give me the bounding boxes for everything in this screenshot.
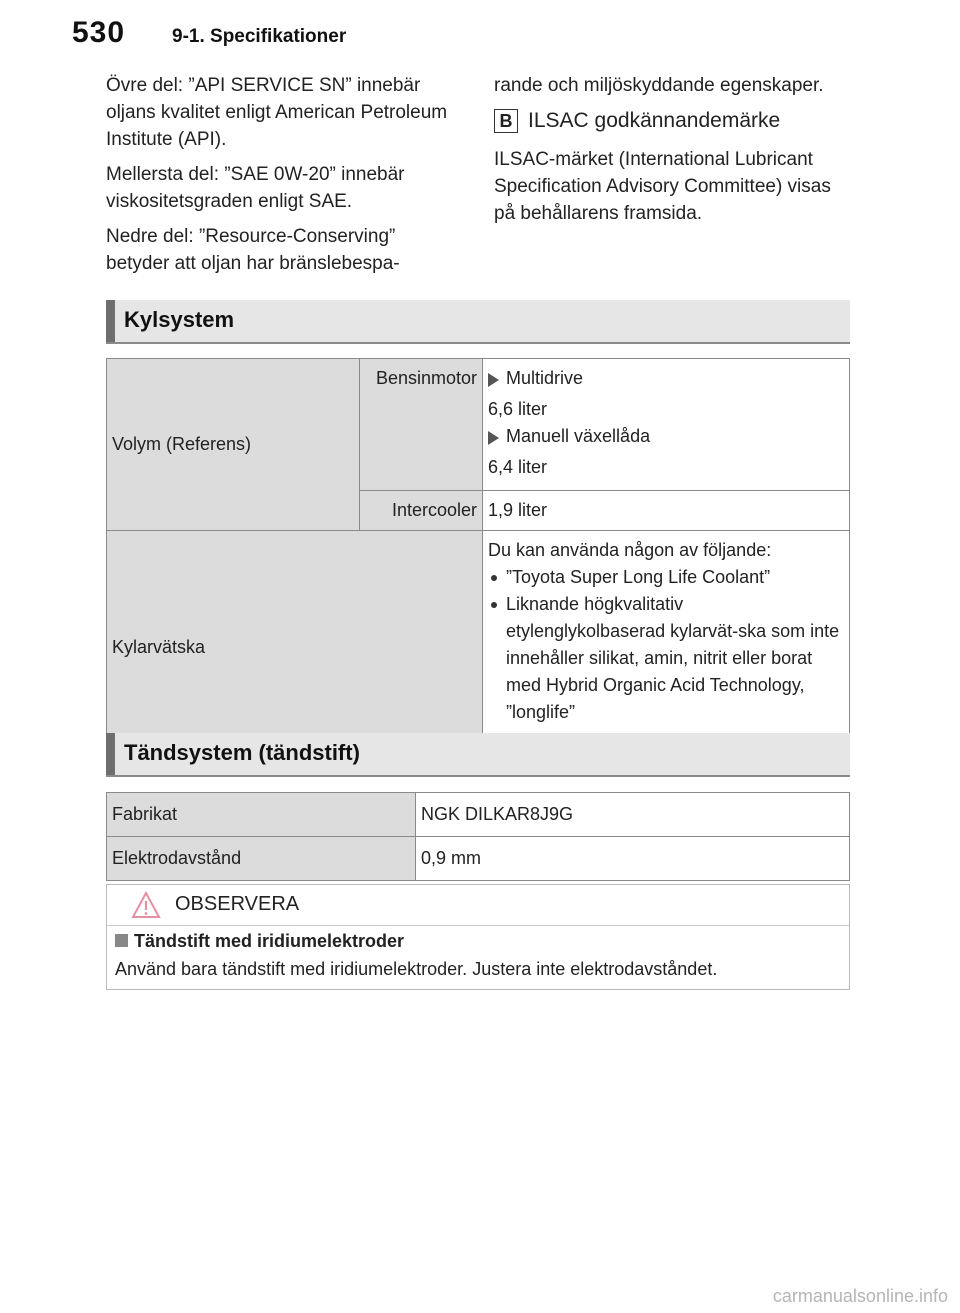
section-band-cooling: [106, 300, 850, 344]
right-column: [494, 72, 854, 235]
paragraph: Mellersta del: ”SAE 0W-20” innebär viskositetsgraden enligt SAE.: [106, 164, 405, 212]
table-cell-label: [360, 491, 483, 531]
table-cell-label: [107, 359, 360, 531]
watermark: carmanualsonline.info: [772, 1286, 948, 1306]
triangle-right-icon: [488, 431, 499, 445]
table-cell-value: [483, 359, 850, 491]
paragraph: Övre del: ”API SERVICE SN” innebär oljans kvalitet enligt American Petroleum Institute (API).: [106, 75, 448, 150]
coolant-option: Liknande högkvalitativ etylenglykolbaserad kylarvät-ska som inte innehåller silikat, amin, nitrit eller borat med Hybrid Organic Acid Technology, ”longlife”: [506, 594, 840, 722]
paragraph: Nedre del: ”Resource-Conserving” betyder att oljan har bränslebespa-: [106, 226, 400, 274]
coolant-intro: Du kan använda någon av följande:: [488, 540, 772, 560]
table-row: [107, 793, 850, 837]
section-band-ignition: [106, 733, 850, 777]
section-heading: Kylsystem: [124, 307, 235, 332]
paragraph: ILSAC-märket (International Lubricant Specification Advisory Committee) visas på behållarens framsida.: [494, 149, 831, 224]
notice-box: [106, 884, 850, 990]
coolant-option: ”Toyota Super Long Life Coolant”: [506, 567, 771, 587]
band-accent-bar: [106, 733, 115, 775]
intercooler-label: Intercooler: [391, 500, 477, 520]
table-row: [107, 837, 850, 881]
table-cell-value: [483, 491, 850, 531]
section-heading: Tändsystem (tändstift): [124, 740, 360, 765]
square-bullet-icon: [115, 934, 128, 947]
band-accent-bar: [106, 300, 115, 342]
left-column: [106, 72, 456, 285]
notice-title: OBSERVERA: [175, 893, 300, 915]
subheading: [494, 107, 854, 134]
notice-header: [107, 885, 849, 926]
section-title: 9-1. Specifikationer: [172, 26, 347, 47]
table-row: [107, 531, 850, 764]
list-item: [488, 591, 844, 726]
multidrive-label: Multidrive: [506, 368, 584, 388]
page-number: 530: [72, 16, 126, 49]
bullet-icon: [491, 602, 497, 608]
list-item: [488, 365, 844, 392]
subheading-text: ILSAC godkännandemärke: [528, 109, 781, 132]
triangle-right-icon: [488, 373, 499, 387]
paragraph-continuation: rande och miljöskyddande egenskaper.: [494, 75, 824, 96]
manual-label: Manuell växellåda: [506, 426, 651, 446]
engine-label: Bensinmotor: [375, 368, 477, 388]
list-item: [488, 423, 844, 450]
table-cell-value: [483, 531, 850, 764]
ignition-table: [106, 792, 850, 881]
intercooler-value: 1,9 liter: [488, 500, 548, 520]
table-row: [107, 359, 850, 491]
table-cell-label: [360, 359, 483, 491]
table-cell-value: NGK DILKAR8J9G: [416, 793, 850, 837]
table-cell-label: [107, 531, 483, 764]
table-cell-value: 0,9 mm: [416, 837, 850, 881]
bullet-icon: [491, 575, 497, 581]
notice-body: Använd bara tändstift med iridiumelektroder. Justera inte elektrodavståndet.: [115, 959, 718, 979]
warning-icon: [131, 891, 161, 924]
table-cell-label: Elektrodavstånd: [107, 837, 416, 881]
volume-label: Volym (Referens): [112, 434, 252, 454]
cooling-table: [106, 358, 850, 764]
label-badge: B: [494, 109, 518, 133]
page-header: [0, 0, 960, 70]
list-item: [488, 564, 844, 591]
manual-value: 6,4 liter: [488, 457, 548, 477]
table-cell-label: Fabrikat: [107, 793, 416, 837]
coolant-label: Kylarvätska: [112, 636, 206, 657]
multidrive-value: 6,6 liter: [488, 399, 548, 419]
notice-subtitle: [115, 931, 404, 952]
notice-subtitle-text: Tändstift med iridiumelektroder: [134, 931, 405, 951]
